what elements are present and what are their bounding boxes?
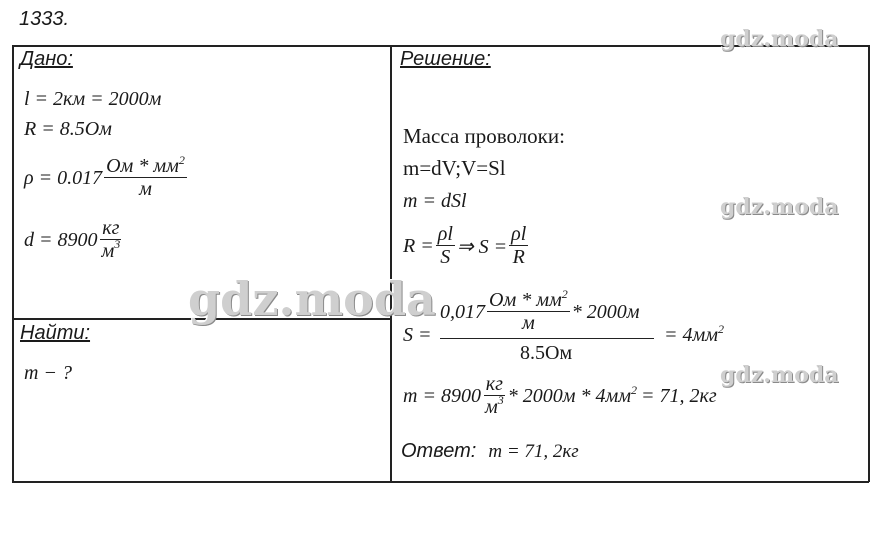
table-divider-vertical bbox=[390, 45, 392, 482]
area-result: = $4мм^2$ bbox=[664, 322, 725, 346]
problem-number: 1333. bbox=[19, 8, 70, 30]
given-resistivity-unit-den: м bbox=[139, 178, 152, 200]
area-unit-num: Ом * $мм^2$ bbox=[489, 287, 568, 311]
area-unit-den: м bbox=[521, 312, 535, 334]
given-resistivity-unit-num: Ом * $мм^2$ bbox=[106, 153, 185, 177]
mass-computation bbox=[403, 374, 717, 418]
area-fraction bbox=[509, 224, 528, 268]
given-resistivity-left: ρ = 0.017 bbox=[24, 166, 103, 189]
relation-line: m=dV;V=Sl bbox=[403, 156, 506, 180]
mass-unit-num: кг bbox=[485, 373, 503, 395]
table-border-left bbox=[12, 45, 14, 482]
resistance-num: ρl bbox=[437, 223, 453, 245]
area-unit bbox=[487, 287, 570, 334]
solution-heading: Решение: bbox=[400, 48, 491, 70]
area-numerator bbox=[440, 287, 640, 334]
area-length: * 2000м bbox=[571, 300, 640, 323]
find-heading: Найти: bbox=[20, 322, 91, 344]
given-density-unit bbox=[100, 218, 123, 262]
mass-text: Масса проволоки: bbox=[403, 124, 565, 148]
watermark-logo-large: gdz.moda bbox=[188, 272, 436, 326]
given-density-left: d = 8900 bbox=[24, 228, 98, 251]
resistance-fraction bbox=[436, 224, 455, 268]
watermark-logo: gdz.moda bbox=[720, 26, 839, 52]
area-num: ρl bbox=[511, 223, 527, 245]
mass-result: = 71, 2кг bbox=[641, 384, 717, 407]
given-resistivity bbox=[24, 153, 189, 200]
area-fraction-bar bbox=[440, 338, 654, 339]
mass-formula: m = dSl bbox=[403, 190, 467, 212]
given-resistance: R = 8.5Ом bbox=[24, 118, 112, 140]
watermark-logo: gdz.moda bbox=[720, 194, 839, 220]
mass-coef: m = 8900 bbox=[403, 384, 481, 407]
table-border-bottom bbox=[12, 481, 869, 483]
area-denominator: 8.5Ом bbox=[520, 342, 573, 364]
answer-value: m = 71, 2кг bbox=[488, 441, 579, 462]
mass-unit-den: $м^3$ bbox=[484, 393, 504, 418]
area-coef: 0,017 bbox=[440, 300, 485, 323]
resistance-den: S bbox=[440, 246, 451, 268]
mass-tail: * $2000м * 4мм^2$ bbox=[507, 382, 638, 407]
area-left: ⇒ S = bbox=[456, 235, 508, 258]
given-heading: Дано: bbox=[20, 48, 73, 70]
table-border-right bbox=[868, 45, 870, 482]
answer bbox=[401, 440, 579, 463]
answer-label: Ответ: bbox=[401, 440, 477, 462]
area-label: S = bbox=[403, 324, 432, 346]
resistance-formula bbox=[403, 224, 530, 268]
resistance-left: R = bbox=[403, 234, 434, 257]
area-den: R bbox=[512, 246, 525, 268]
find-target: m − ? bbox=[24, 362, 72, 384]
given-density bbox=[24, 218, 124, 262]
watermark-logo: gdz.moda bbox=[720, 362, 839, 388]
given-density-unit-den: $м^3$ bbox=[101, 237, 121, 262]
given-resistivity-unit bbox=[104, 153, 187, 200]
given-length: l = 2км = 2000м bbox=[24, 88, 162, 110]
mass-unit bbox=[483, 374, 506, 418]
given-density-unit-num: кг bbox=[102, 217, 120, 239]
